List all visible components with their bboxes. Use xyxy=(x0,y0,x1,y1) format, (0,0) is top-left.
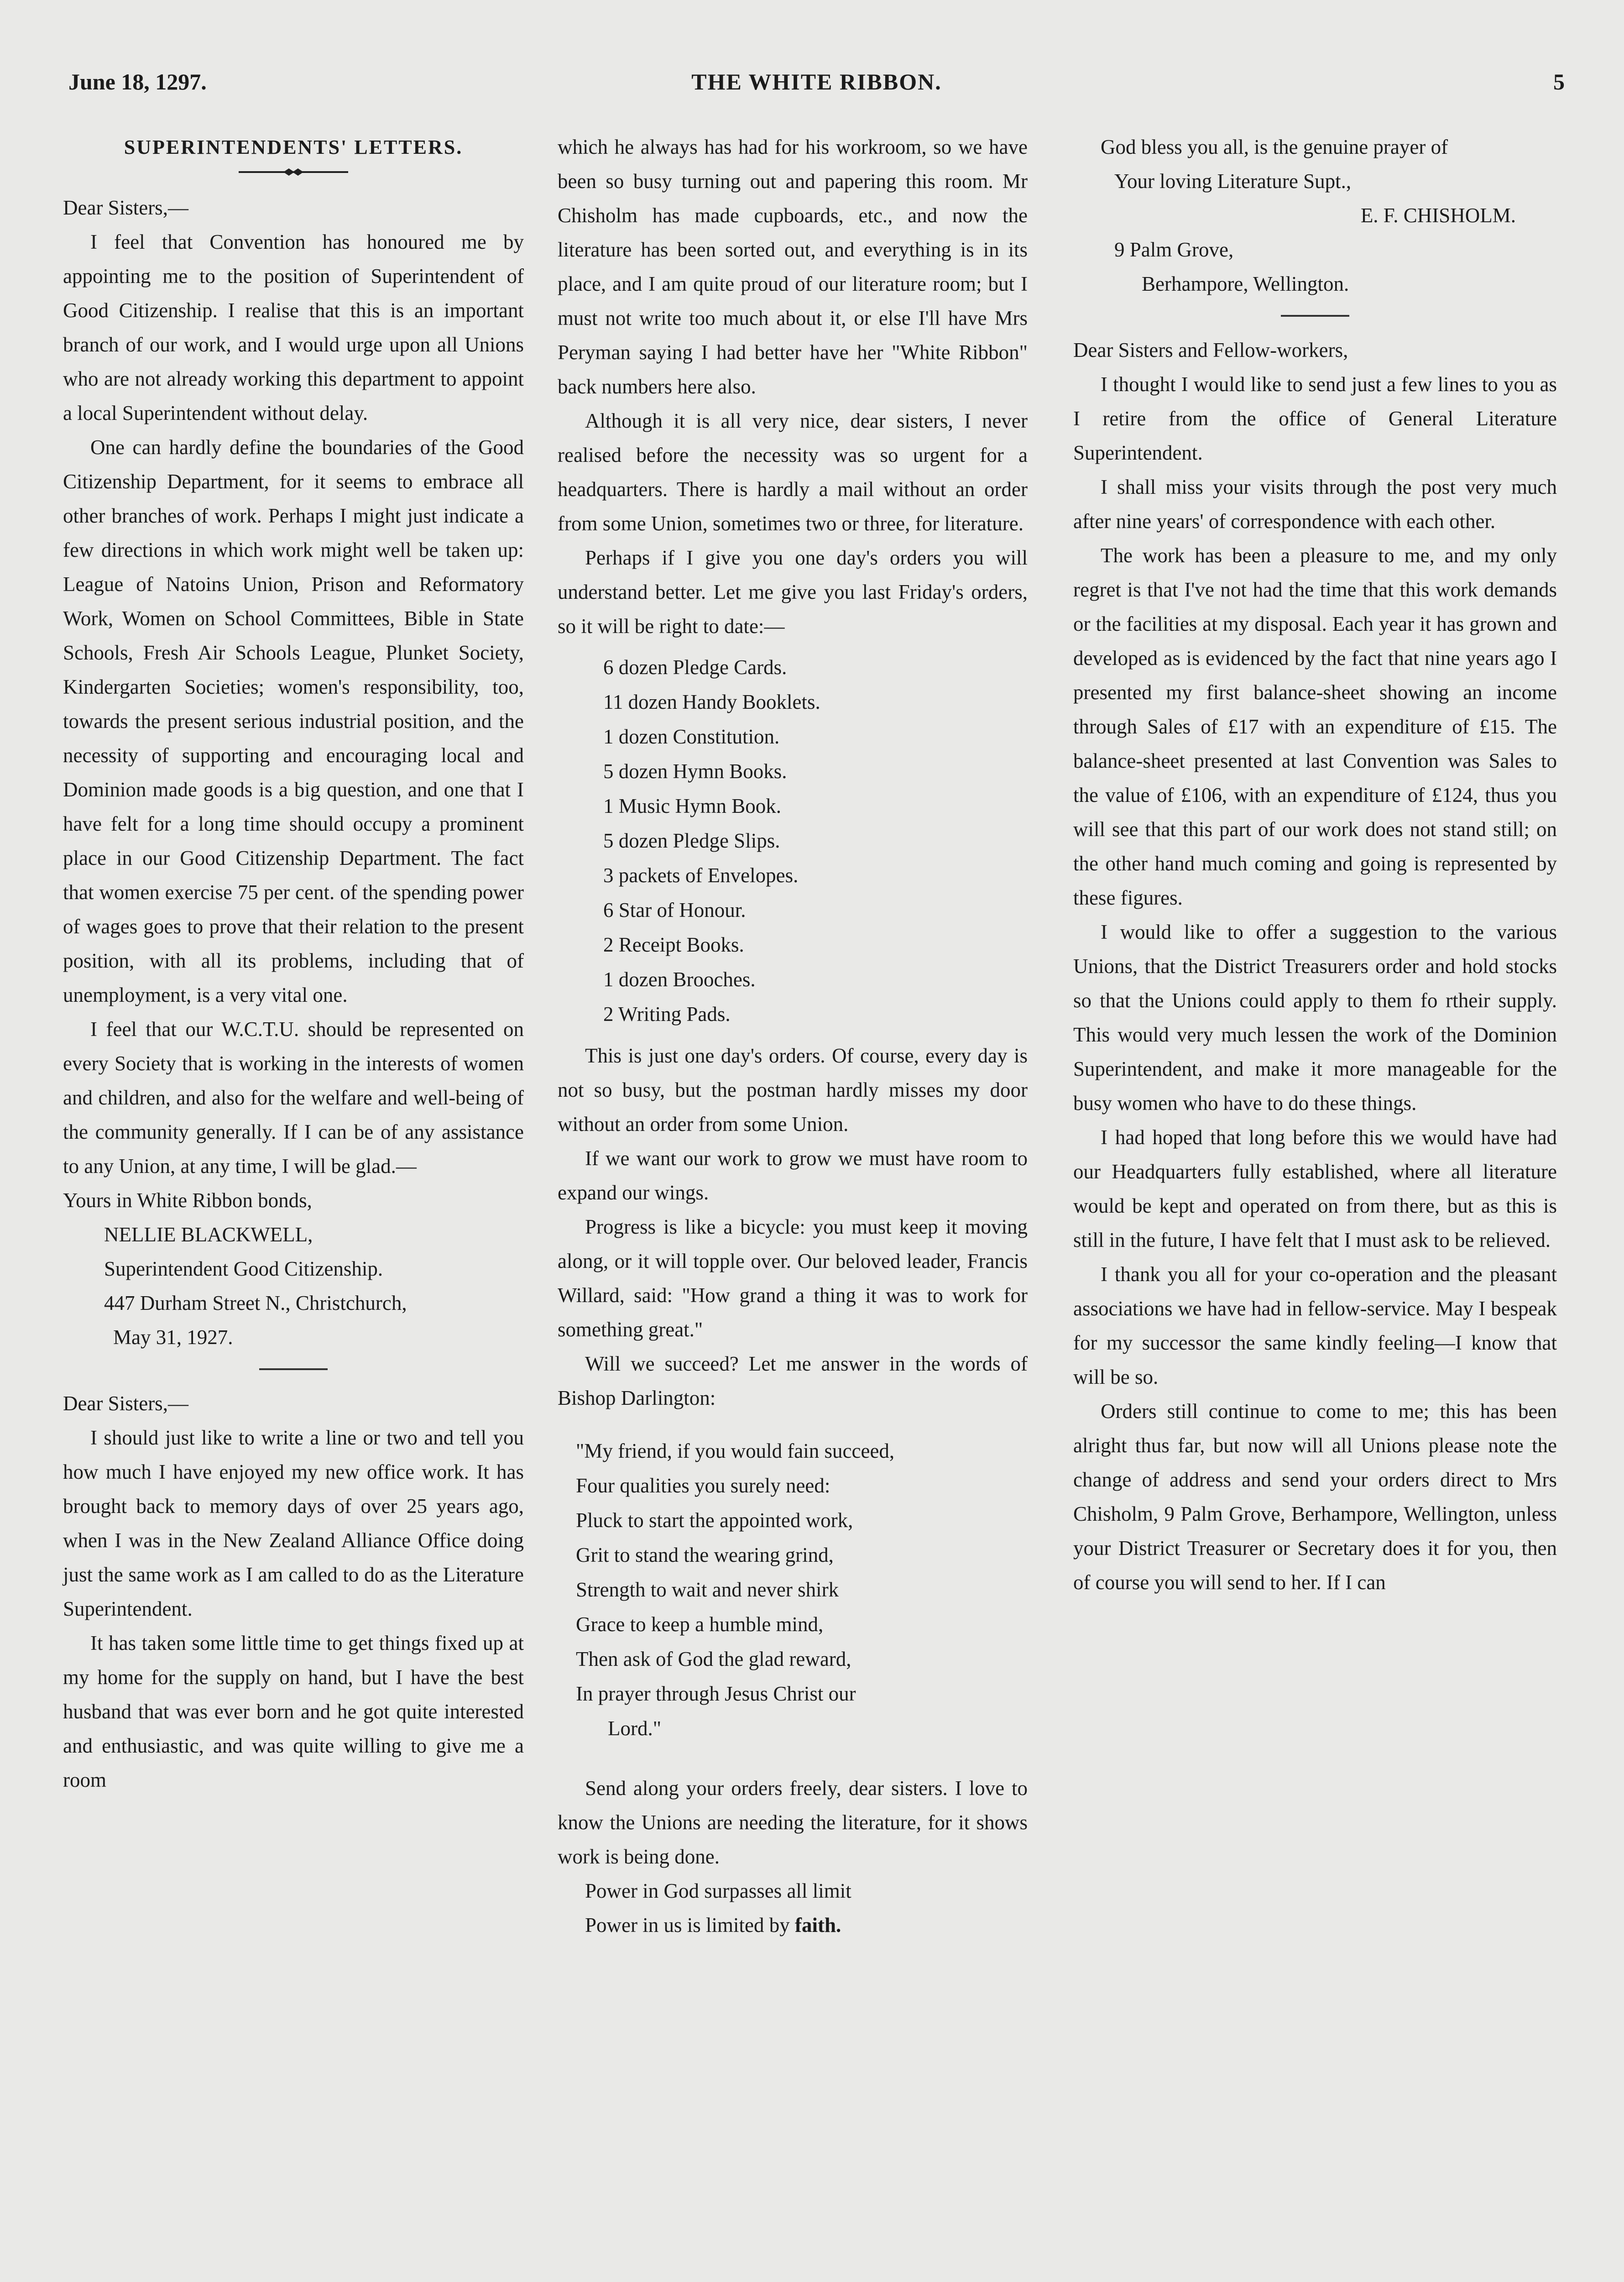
letter2-paragraph: Although it is all very nice, dear sisters, I never realised before the necessity was so urgent for a headquarters. There is hardly a mail without an order from some Union, sometimes two or three, for literature. xyxy=(558,409,1028,535)
order-item: 1 dozen Brooches. xyxy=(603,968,756,991)
letter1-signature-name: NELLIE BLACKWELL, xyxy=(104,1223,313,1246)
letter2-paragraph: Send along your orders freely, dear sisters. I love to know the Unions are needing the literature, for it shows work is being done. xyxy=(558,1777,1028,1868)
order-item: 11 dozen Handy Booklets. xyxy=(603,691,820,713)
letter2-salutation: Dear Sisters,— xyxy=(63,1392,188,1415)
column-2 xyxy=(558,130,1028,1942)
order-item: 3 packets of Envelopes. xyxy=(603,864,799,887)
letter1-paragraph: I feel that Convention has honoured me by appointing me to the position of Superintendent of Good Citizenship. I realise that this is an important branch of our work, and I would urge upon all Unions who are not already working this department to appoint a local Superintendent without delay. xyxy=(63,230,524,424)
poem-line: Four qualities you surely need: xyxy=(576,1474,830,1497)
letter2-signature-name: E. F. CHISHOLM. xyxy=(1360,204,1516,227)
section-title: SUPERINTENDENTS' LETTERS. xyxy=(124,136,463,158)
letter3-paragraph: Orders still continue to come to me; this has been alright thus far, but now will all Unions please note the change of address and send your orders direct to Mrs Chisholm, 9 Palm Grove, Berhampore, Wellington, unless your District Treasurer or Secretary does it for you, then of course you will send to her. If I can xyxy=(1073,1400,1557,1594)
power-line-2 xyxy=(558,1908,1028,1942)
order-item: 5 dozen Pledge Slips. xyxy=(603,829,780,852)
letter3-paragraph: I had hoped that long before this we would have had our Headquarters fully established, where all literature would be kept and operated on from there, but as this is still in the future, I have felt that I must ask to be relieved. xyxy=(1073,1126,1557,1251)
letter1-paragraph: I feel that our W.C.T.U. should be represented on every Society that is working in the interests of women and children, and also for the welfare and well-being of the community generally. If I can be of any assistance to any Union, at any time, I will be glad.— xyxy=(63,1018,524,1178)
poem-line: Grace to keep a humble mind, xyxy=(576,1613,824,1636)
letter1-closing: Yours in White Ribbon bonds, xyxy=(63,1189,312,1212)
masthead-title: THE WHITE RIBBON. xyxy=(691,69,942,94)
letter3-paragraph: I shall miss your visits through the post very much after nine years' of correspondence with each other. xyxy=(1073,476,1557,533)
title-ornament-icon xyxy=(239,167,348,177)
letter2-signature-address: 9 Palm Grove, xyxy=(1114,238,1234,261)
letter2-paragraph: If we want our work to grow we must have room to expand our wings. xyxy=(558,1147,1028,1204)
divider-rule xyxy=(259,1368,328,1370)
letter1-signature-address: 447 Durham Street N., Christchurch, xyxy=(104,1292,407,1314)
order-item: 6 Star of Honour. xyxy=(603,899,746,921)
letter2-closing: Your loving Literature Supt., xyxy=(1114,170,1352,193)
letter3-salutation: Dear Sisters and Fellow-workers, xyxy=(1073,339,1348,361)
divider-rule xyxy=(1281,315,1349,317)
poem-line: Lord." xyxy=(608,1717,662,1740)
letter2-paragraph: which he always has had for his workroom, so we have been so busy turning out and papering this room. Mr Chisholm has made cupboards, etc., and now the literature has been sorted out, and everything is in its place, and I am quite proud of our literature room; but I must not write too much about it, or else I'll have Mrs Peryman saying I had better have her "White Ribbon" back numbers here also. xyxy=(558,136,1028,398)
column-3 xyxy=(1073,130,1557,1600)
letter3-paragraph: I thought I would like to send just a few lines to you as I retire from the office of General Literature Superintendent. xyxy=(1073,373,1557,464)
letter1-salutation: Dear Sisters,— xyxy=(63,196,188,219)
power-line-1: Power in God surpasses all limit xyxy=(585,1879,851,1902)
order-item: 1 dozen Constitution. xyxy=(603,725,780,748)
letter2-paragraph: This is just one day's orders. Of course, every day is not so busy, but the postman hardly misses my door without an order from some Union. xyxy=(558,1044,1028,1136)
poem-line: Pluck to start the appointed work, xyxy=(576,1509,853,1532)
letter2-closing-paragraph: God bless you all, is the genuine prayer of xyxy=(1101,136,1448,158)
poem-line: In prayer through Jesus Christ our xyxy=(576,1682,856,1705)
poem-line: Grit to stand the wearing grind, xyxy=(576,1544,834,1566)
issue-date: June 18, 1297. xyxy=(68,69,207,94)
page-number: 5 xyxy=(1553,69,1565,94)
order-item: 2 Writing Pads. xyxy=(603,1003,731,1026)
poem-line: Strength to wait and never shirk xyxy=(576,1578,839,1601)
order-item: 2 Receipt Books. xyxy=(603,933,744,956)
orders-list xyxy=(558,650,1028,1031)
power-line-2-text: Power in us is limited by xyxy=(585,1914,795,1937)
letter3-paragraph: The work has been a pleasure to me, and my only regret is that I've not had the time that this work demands or the facilities at my disposal. Each year it has grown and developed as is evidenced by the fact that nine years ago I presented my first balance-sheet showing an income through Sales of £17 with an expenditure of £15. The balance-sheet presented at last Convention was Sales to the value of £106, with an expenditure of £124, thus you will see that this part of our work does not stand still; on the other hand much coming and going is represented by these figures. xyxy=(1073,544,1557,909)
column-1 xyxy=(63,130,524,1797)
letter2-paragraph: Will we succeed? Let me answer in the words of Bishop Darlington: xyxy=(558,1352,1028,1409)
poem-line: Then ask of God the glad reward, xyxy=(576,1648,851,1670)
letter2-paragraph: I should just like to write a line or two and tell you how much I have enjoyed my new office work. It has brought back to memory days of over 25 years ago, when I was in the New Zealand Alliance Office doing just the same work as I am called to do as the Literature Superintendent. xyxy=(63,1426,524,1620)
letter1-signature-date: May 31, 1927. xyxy=(113,1326,233,1349)
letter1-paragraph: One can hardly define the boundaries of the Good Citizenship Department, for it seems to embrace all other branches of work. Perhaps I might just indicate a few directions in which work might well be taken up: League of Natoins Union, Prison and Reformatory Work, Women on School Committees, Bible in State Schools, Fresh Air Schools League, Plunket Society, Kindergarten Societies; women's responsibility, too, towards the present serious industrial position, and the necessity of supporting and encouraging local and Dominion made goods is a big question, and one that I have felt for a long time should occupy a prominent place in our Good Citizenship Department. The fact that women exercise 75 per cent. of the spending power of wages goes to prove that their relation to the present position, with all its problems, including that of unemployment, is a very vital one. xyxy=(63,436,524,1006)
letter3-paragraph: I would like to offer a suggestion to the various Unions, that the District Treasurers order and hold stocks so that the Unions could apply to them fo rtheir supply. This would very much lessen the work of the Dominion Superintendent, and make it more manageable for the busy women who have to do these things. xyxy=(1073,921,1557,1115)
page-header xyxy=(68,68,1565,105)
poem xyxy=(558,1434,1028,1746)
letter2-paragraph: Perhaps if I give you one day's orders you will understand better. Let me give you last Friday's orders, so it will be right to date:— xyxy=(558,546,1028,638)
poem-line: "My friend, if you would fain succeed, xyxy=(576,1439,895,1462)
power-line-2-emphasis: faith. xyxy=(795,1914,841,1937)
order-item: 6 dozen Pledge Cards. xyxy=(603,656,787,679)
letter3-paragraph: I thank you all for your co-operation and the pleasant associations we have had in fellow-service. May I bespeak for my successor the same kindly feeling—I know that will be so. xyxy=(1073,1263,1557,1388)
letter2-paragraph: It has taken some little time to get things fixed up at my home for the supply on hand, but I have the best husband that was ever born and he got quite interested and enthusiastic, and was quite willing to give me a room xyxy=(63,1632,524,1791)
order-item: 5 dozen Hymn Books. xyxy=(603,760,787,783)
order-item: 1 Music Hymn Book. xyxy=(603,795,782,817)
letter2-paragraph: Progress is like a bicycle: you must keep it moving along, or it will topple over. Our beloved leader, Francis Willard, said: "How grand a thing it was to work for something great." xyxy=(558,1215,1028,1341)
letter2-signature-address: Berhampore, Wellington. xyxy=(1142,272,1349,295)
letter1-signature-role: Superintendent Good Citizenship. xyxy=(104,1257,383,1280)
